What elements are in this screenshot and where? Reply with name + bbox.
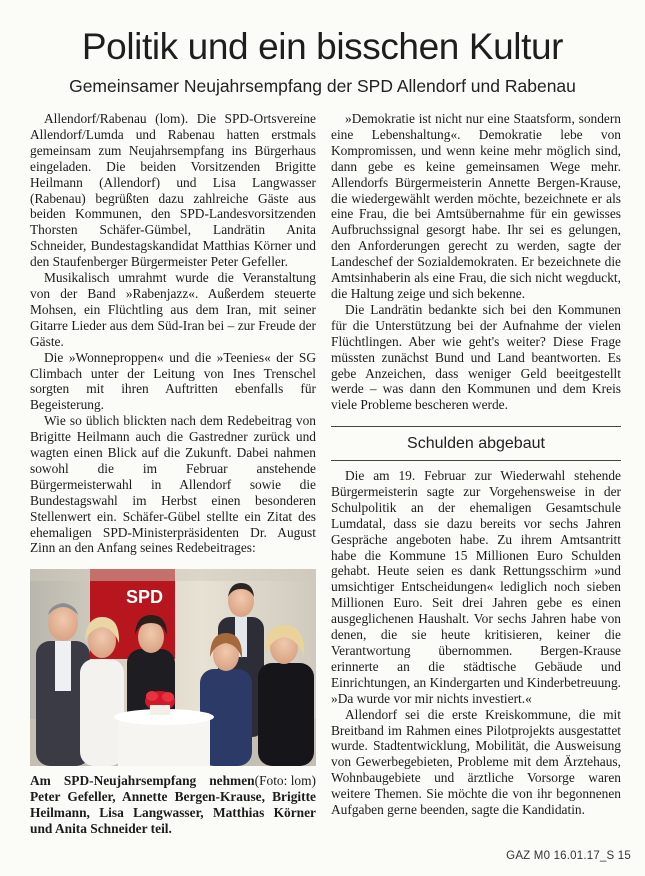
paragraph-debts: Die am 19. Februar zur Wiederwahl stehende Bürgermeisterin sagte zur Vorgehensweise in der Schulpolitik an der ehemaligen Gesamtschule Lumdatal, dass sie dazu bereits vor sechs Jahren Gespräche angeboten habe. Zu ihrem Amtsantritt habe die Kommune 15 Millionen Euro Schulden gehabt. Heute seien es dank Rettungsschirm »und umsichtiger Entscheidungen« lediglich noch sieben Millionen Euro. Seit drei Jahren gebe es einen ausgeglichenen Haushalt. Vor sechs Jahren habe von denen, die sie heute kritisieren, keiner die Verantwortung übernommen. Bergen-Krause erinnerte an die städtische Gebäude und Einrichtungen, an Kindergarten und Kinderbetreuung. »Da wurde vor mir nichts investiert.« — [331, 468, 621, 706]
subsection-header — [331, 426, 621, 461]
right-column-bottom — [331, 468, 621, 818]
photo-credit: (Foto: lom) — [254, 773, 316, 788]
photo-caption — [30, 773, 316, 837]
paragraph-broadband: Allendorf sei die erste Kreiskommune, die mit Breitband im Rahmen eines Pilotprojekts ausgestattet wurde. Stadtentwicklung, Mobilität, die Ausweisung von Gewerbegebieten, Probleme mit dem Ärztehaus, Wohnbaugebiete und ärztliche Vorsorge waren weitere Themen. Sie möchte die von ihr begonnenen Aufgaben gerne beenden, sagte die Kandidatin. — [331, 706, 621, 818]
paragraph-music: Musikalisch umrahmt wurde die Veranstaltung von der Band »Rabenjazz«. Außerdem steuerte Mohsen, ein Flüchtling aus dem Iran, mit seiner Gitarre Lieder aus dem Süd-Iran bei – zur Freude der Gäste. — [30, 270, 316, 349]
right-column-top — [331, 111, 621, 413]
group-photo — [30, 569, 316, 766]
spd-sign-text: SPD — [126, 587, 164, 607]
paragraph-dance: Die »Wonneproppen« und die »Teenies« der SG Climbach unter der Leitung von Ines Trenschel sorgten mit ihren Auftritten ebenfalls für Begeisterung. — [30, 349, 316, 413]
group-photo-illustration — [30, 569, 316, 766]
page-footer: GAZ M0 16.01.17_S 15 — [506, 850, 631, 862]
left-column — [30, 111, 316, 556]
photo-caption-text: Am SPD-Neujahrsempfang nehmen Peter Gefeller, Annette Bergen-Krause, Brigitte Heilmann, Lisa Langwasser, Matthias Körner und Anita Schneider teil. — [30, 773, 316, 836]
paragraph-speeches: Wie so üblich blickten nach dem Redebeitrag von Brigitte Heilmann auch die Gastredner zurück und wagten einen Blick auf die Zukunft. Dabei nahmen sowohl die im Februar anstehende Bürgermeisterwahl in Allendorf sowie die Bundestagswahl im Herbst einen besonderen Stellenwert ein. Schäfer-Gübel stellte ein Zitat des ehemaligen SPD-Ministerpräsidenten Dr. August Zinn an den Anfang seines Redebeitrages: — [30, 413, 316, 556]
paragraph-landraetin: Die Landrätin bedankte sich bei den Kommunen für die Unterstützung bei der Aufnahme der vielen Flüchtlingen. Aber wie geht's weiter? Diese Frage müssten zunächst Bund und Land beantworten. Es gebe Anzeichen, dass weniger Geld beeitgestellt werde – was dann den Kommunen und dem Kreis viele Probleme bescheren werde. — [331, 301, 621, 413]
paragraph-intro: Allendorf/Rabenau (lom). Die SPD-Ortsvereine Allendorf/Lumda und Rabenau hatten erstmals gemeinsam zum Neujahrsempfang ins Bürgerhaus eingeladen. Die beiden Vorsitzenden Brigitte Heilmann (Allendorf) und Lisa Langwasser (Rabenau) begrüßten dazu zahlreiche Gäste aus beiden Kommunen, den SPD-Landesvorsitzenden Thorsten Schäfer-Gümbel, Landrätin Anita Schneider, Bundestagskandidat Matthias Körner und den Staufenberger Bürgermeister Peter Gefeller. — [30, 111, 316, 270]
article-subheadline: Gemeinsamer Neujahrsempfang der SPD Allendorf und Rabenau — [69, 76, 576, 96]
paragraph-democracy: »Demokratie ist nicht nur eine Staatsform, sondern eine Lebenshaltung«. Demokratie lebe von Kompromissen, und wenn keine mehr möglich sind, dann gebe es keine gemeinsamen Wege mehr. Allendorfs Bürgermeisterin Annette Bergen-Krause, die wiedergewählt werden möchte, bezeichnete er als eine Frau, die bei Amtsübernahme für ein gewisses Aufbruchssignal gesorgt habe. Ihr sei es gelungen, den Anforderungen gerecht zu werden, sagte der Landeschef der Sozialdemokraten. Er bezeichnete die Amtsinhaberin als eine Frau, die sich nicht wegduckt, die Haltung zeige und sich bekenne. — [331, 111, 621, 301]
subsection-title: Schulden abgebaut — [407, 435, 545, 452]
article-headline: Politik und ein bisschen Kultur — [81, 26, 564, 67]
